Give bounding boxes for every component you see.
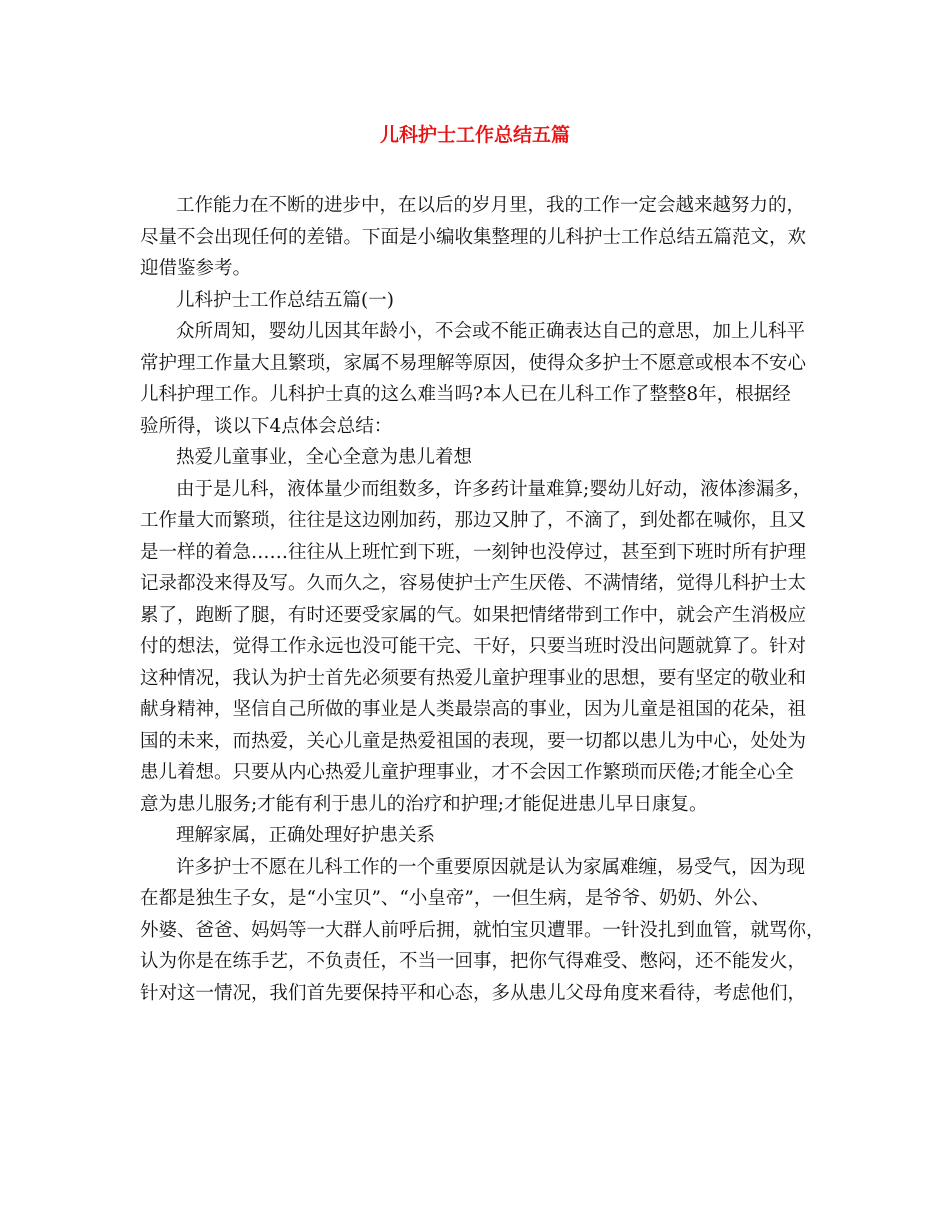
text-line: 患儿着想。只要从内心热爱儿童护理事业，才不会因工作繁琐而厌倦;才能全心全 bbox=[140, 762, 794, 783]
text-line: 热爱儿童事业，全心全意为患儿着想 bbox=[176, 447, 473, 468]
text-line: 累了，跑断了腿，有时还要受家属的气。如果把情绪带到工作中，就会产生消极应 bbox=[140, 604, 807, 626]
text-line: 众所周知，婴幼儿因其年龄小，不会或不能正确表达自己的意思，加上儿科平 bbox=[176, 321, 806, 342]
text-line: 尽量不会出现任何的差错。下面是小编收集整理的儿科护士工作总结五篇范文，欢 bbox=[140, 226, 807, 248]
text-line: 献身精神，坚信自己所做的事业是人类最崇高的事业，因为儿童是祖国的花朵，祖 bbox=[140, 699, 807, 720]
text-line: 在都是独生子女，是“小宝贝”、“小皇帝”，一但生病，是爷爷、奶奶、外公、 bbox=[140, 888, 770, 909]
document-body bbox=[140, 190, 830, 1009]
text-line: 意为患儿服务;才能有利于患儿的治疗和护理;才能促进患儿早日康复。 bbox=[140, 793, 708, 815]
text-line: 验所得，谈以下4点体会总结： bbox=[140, 415, 393, 437]
text-line: 许多护士不愿在儿科工作的一个重要原因就是认为家属难缠，易受气，因为现 bbox=[176, 856, 806, 878]
document-title: 儿科护士工作总结五篇 bbox=[379, 124, 570, 146]
text-line: 外婆、爸爸、妈妈等一大群人前呼后拥，就怕宝贝遭罪。一针没扎到血管，就骂你， bbox=[140, 919, 825, 941]
text-line: 儿科护理工作。儿科护士真的这么难当吗?本人已在儿科工作了整整8年，根据经 bbox=[140, 384, 791, 405]
text-line: 付的想法，觉得工作永远也没可能干完、干好，只要当班时没出问题就算了。针对 bbox=[140, 636, 807, 657]
text-line: 认为你是在练手艺，不负责任，不当一回事，把你气得难受、憋闷，还不能发火， bbox=[140, 951, 807, 972]
text-line: 是一样的着急……往往从上班忙到下班，一刻钟也没停过，甚至到下班时所有护理 bbox=[140, 541, 807, 563]
text-line: 这种情况，我认为护士首先必须要有热爱儿童护理事业的思想，要有坚定的敬业和 bbox=[140, 667, 807, 689]
text-line: 记录都没来得及写。久而久之，容易使护士产生厌倦、不满情绪，觉得儿科护士太 bbox=[140, 573, 807, 594]
text-line: 工作能力在不断的进步中，在以后的岁月里，我的工作一定会越来越努力的， bbox=[176, 195, 806, 216]
text-line: 儿科护士工作总结五篇(一) bbox=[176, 289, 394, 311]
text-line: 迎借鉴参考。 bbox=[140, 258, 252, 279]
text-line: 工作量大而繁琐，往往是这边刚加药，那边又肿了，不滴了，到处都在喊你，且又 bbox=[140, 510, 807, 531]
text-line: 国的未来，而热爱，关心儿童是热爱祖国的表现，要一切都以患儿为中心，处处为 bbox=[140, 730, 807, 752]
text-line: 由于是儿科，液体量少而组数多，许多药计量难算;婴幼儿好动，液体渗漏多， bbox=[176, 478, 812, 500]
text-line: 常护理工作量大且繁琐，家属不易理解等原因，使得众多护士不愿意或根本不安心 bbox=[140, 352, 807, 374]
text-line: 理解家属，正确处理好护患关系 bbox=[176, 825, 436, 846]
text-line: 针对这一情况，我们首先要保持平和心态，多从患儿父母角度来看待，考虑他们， bbox=[140, 982, 807, 1004]
